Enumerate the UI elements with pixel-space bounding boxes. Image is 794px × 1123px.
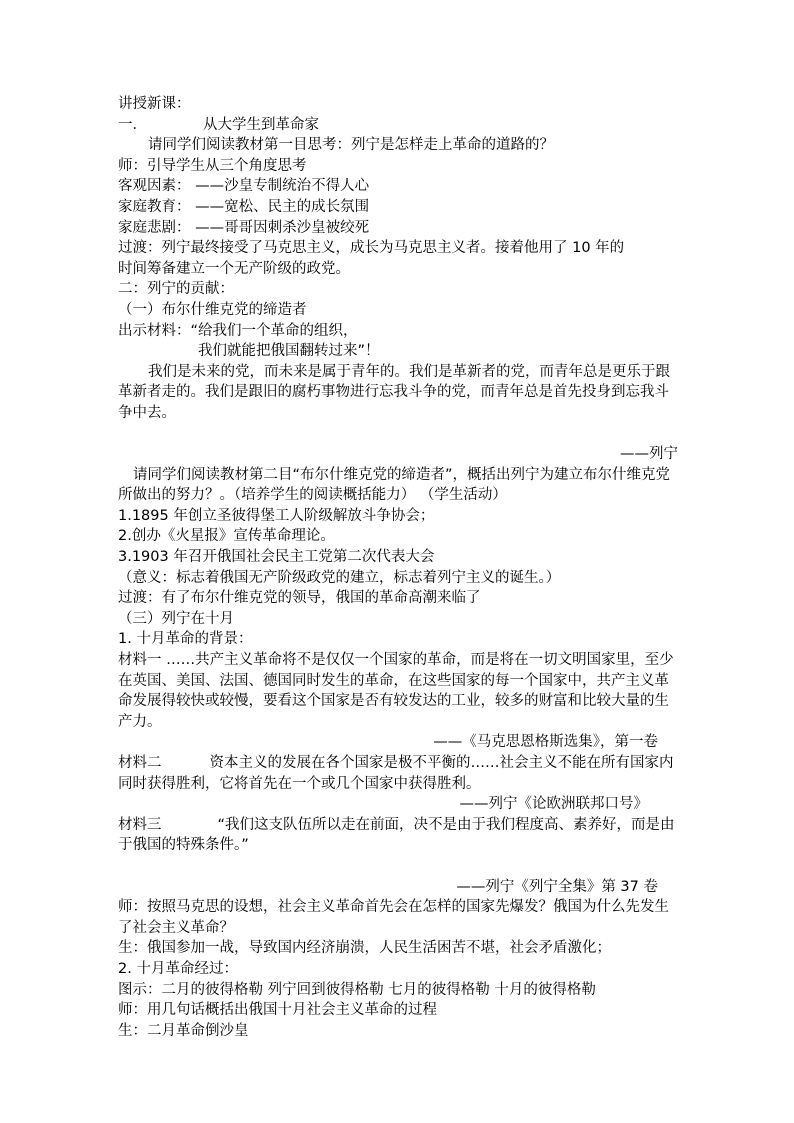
text-line: 师：用几句话概括出俄国十月社会主义革命的过程 (118, 1002, 437, 1019)
subsection-heading (118, 115, 678, 136)
text-line: 师：引导学生从三个角度思考 (118, 157, 307, 174)
text-line: 2. 十月革命经过： (118, 960, 238, 977)
text-line: 生：俄国参加一战，导致国内经济崩溃，人民生活困苦不堪，社会矛盾激化； (118, 940, 611, 957)
quote-paragraph-text: 我们是未来的党，而未来是属于青年的。我们是革新者的党，而青年总是更乐于跟革新者走的。我们是跟旧的腐朽事物进行忘我斗争的党，而青年总是首先投身到忘我斗争中去。 (118, 363, 670, 421)
section-heading: 二：列宁的贡献： (118, 281, 234, 298)
text-line: 客观因素： ——沙皇专制统治不得人心 (118, 178, 370, 195)
material-paragraph: 材料一 ……共产主义革命将不是仅仅一个国家的革命，而是将在一切文明国家里，至少在英国、美国、法国、德国同时发生的革命，在这些国家的每一个国家中，共产主义革命发展得较快或较慢，要看这个国家是否有较发达的工业，较多的财富和比较大量的生产力。 (118, 652, 674, 730)
material-source: ——《马克思恩格斯选集》，第一卷 (433, 734, 658, 751)
material-source: ——列宁《列宁全集》第 37 卷 (456, 878, 658, 895)
list-item: 3.1903 年召开俄国社会民主工党第二次代表大会 (118, 549, 435, 566)
instruction-paragraph-text: 请同学们阅读教材第二目“布尔什维克党的缔造者”，概括出列宁为建立布尔什维克党所做出的努力？。（培养学生的阅读概括能力） （学生活动） (118, 466, 671, 504)
quote-line: 我们就能把俄国翻转过来”！ (198, 343, 380, 360)
material-source: ——列宁《论欧洲联邦口号》 (459, 796, 648, 813)
material-text: “我们这支队伍所以走在前面，决不是由于我们程度高、素养好，而是由于俄国的特殊条件。” (118, 816, 675, 854)
section-heading: 讲授新课： (118, 96, 191, 112)
list-item: 1.1895 年创立圣彼得堡工人阶级解放斗争协会； (118, 507, 435, 524)
text-line: 家庭教育： ——宽松、民主的成长氛围 (118, 198, 370, 215)
question-paragraph: 师：按照马克思的设想，社会主义革命首先会在怎样的国家先爆发？俄国为什么先发生了社会主义革命？ (118, 899, 669, 936)
material-paragraph (118, 753, 678, 794)
material-label: 材料二 (118, 755, 162, 771)
text-line: 过渡：列宁最终接受了马克思主义，成长为马克思主义者。接着他用了 10 年的 (118, 240, 625, 257)
material-label: 材料三 (118, 816, 162, 833)
subsection-heading: （一）布尔什维克党的缔造者 (118, 301, 307, 318)
subsection-heading: （三）列宁在十月 (118, 610, 234, 627)
quote-paragraph (118, 362, 678, 424)
material-text: 资本主义的发展在各个国家是极不平衡的……社会主义不能在所有国家内同时获得胜利，它将首先在一个或几个国家中获得胜利。 (118, 755, 674, 792)
document-page (118, 94, 678, 1041)
list-item: 2.创办《火星报》宣传革命理论。 (118, 528, 335, 545)
text-line: 过渡：有了布尔什维克党的领导，俄国的革命高潮来临了 (118, 590, 481, 607)
text-line: 生：二月革命倒沙皇 (118, 1022, 249, 1039)
text-line: （意义：标志着俄国无产阶级政党的建立，标志着列宁主义的诞生。） (118, 569, 561, 586)
question-line: 请同学们阅读教材第一目思考：列宁是怎样走上革命的道路的？ (148, 137, 554, 154)
quote-source: ——列宁 (620, 446, 678, 463)
text-line: 1. 十月革命的背景： (118, 631, 253, 648)
text-line: 家庭悲剧： ——哥哥因刺杀沙皇被绞死 (118, 219, 370, 236)
text-line: 时间筹备建立一个无产阶级的政党。 (118, 260, 350, 277)
material-paragraph (118, 815, 678, 856)
text-line: 图示：二月的彼得格勒 列宁回到彼得格勒 七月的彼得格勒 十月的彼得格勒 (118, 981, 596, 998)
subsection-number: 一． (118, 116, 147, 133)
instruction-paragraph (118, 465, 678, 506)
quote-line: 出示材料：“给我们一个革命的组织， (118, 322, 358, 339)
subsection-title: 从大学生到革命家 (203, 116, 319, 133)
